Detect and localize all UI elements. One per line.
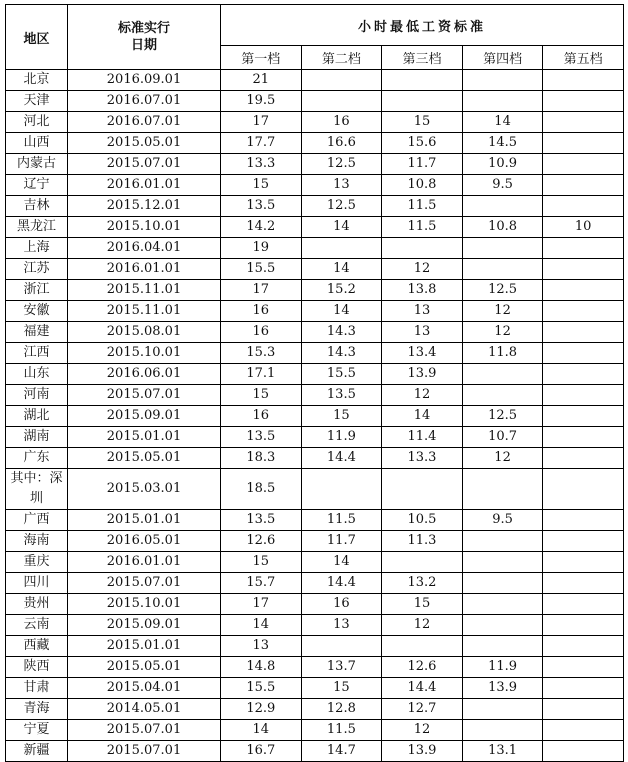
tier5-cell (543, 615, 624, 636)
tier2-cell: 13.5 (301, 385, 382, 406)
tier5-cell (543, 427, 624, 448)
table-row (6, 133, 624, 154)
tier1-cell: 15 (221, 552, 302, 573)
tier2-cell: 14.7 (301, 741, 382, 762)
tier3-cell: 14 (382, 406, 463, 427)
table-row (6, 154, 624, 175)
tier3-cell: 13.8 (382, 280, 463, 301)
table-row (6, 238, 624, 259)
tier1-cell: 15.5 (221, 259, 302, 280)
header-tier-2: 第二档 (301, 46, 382, 70)
tier4-cell: 13.1 (462, 741, 543, 762)
tier5-cell (543, 657, 624, 678)
tier5-cell (543, 531, 624, 552)
date-cell: 2015.11.01 (68, 301, 221, 322)
table-row (6, 699, 624, 720)
tier2-cell: 13 (301, 615, 382, 636)
date-cell: 2015.11.01 (68, 280, 221, 301)
tier3-cell (382, 70, 463, 91)
date-cell: 2016.04.01 (68, 238, 221, 259)
region-cell: 宁夏 (6, 720, 68, 741)
tier3-cell: 12 (382, 259, 463, 280)
table-row (6, 741, 624, 762)
date-cell: 2015.08.01 (68, 322, 221, 343)
date-cell: 2014.05.01 (68, 699, 221, 720)
tier3-cell (382, 552, 463, 573)
header-tier-5: 第五档 (543, 46, 624, 70)
tier1-cell: 17.7 (221, 133, 302, 154)
date-cell: 2016.06.01 (68, 364, 221, 385)
tier1-cell: 15 (221, 385, 302, 406)
table-row (6, 196, 624, 217)
tier2-cell: 11.5 (301, 510, 382, 531)
tier5-cell (543, 573, 624, 594)
table-row (6, 217, 624, 238)
tier2-cell: 11.7 (301, 531, 382, 552)
table-row (6, 531, 624, 552)
tier1-cell: 17.1 (221, 364, 302, 385)
tier4-cell (462, 615, 543, 636)
tier4-cell (462, 364, 543, 385)
tier3-cell: 10.8 (382, 175, 463, 196)
tier2-cell: 11.5 (301, 720, 382, 741)
tier4-cell (462, 238, 543, 259)
tier2-cell: 16.6 (301, 133, 382, 154)
tier1-cell: 14.2 (221, 217, 302, 238)
tier2-cell: 12.5 (301, 154, 382, 175)
tier2-cell: 11.9 (301, 427, 382, 448)
tier4-cell (462, 259, 543, 280)
tier1-cell: 19 (221, 238, 302, 259)
tier4-cell: 12 (462, 301, 543, 322)
header-title: 小时最低工资标准 (221, 5, 624, 46)
region-cell: 河北 (6, 112, 68, 133)
tier2-cell: 14.4 (301, 573, 382, 594)
tier4-cell: 10.7 (462, 427, 543, 448)
tier5-cell: 10 (543, 217, 624, 238)
tier5-cell (543, 636, 624, 657)
tier1-cell: 14 (221, 720, 302, 741)
region-cell: 吉林 (6, 196, 68, 217)
table-row (6, 657, 624, 678)
tier4-cell: 11.8 (462, 343, 543, 364)
region-cell: 西藏 (6, 636, 68, 657)
tier5-cell (543, 469, 624, 510)
tier4-cell: 14.5 (462, 133, 543, 154)
tier4-cell (462, 91, 543, 112)
tier4-cell: 13.9 (462, 678, 543, 699)
table-row (6, 615, 624, 636)
table-row (6, 427, 624, 448)
table-row (6, 448, 624, 469)
tier5-cell (543, 699, 624, 720)
tier1-cell: 19.5 (221, 91, 302, 112)
tier3-cell: 13.3 (382, 448, 463, 469)
tier4-cell: 10.8 (462, 217, 543, 238)
tier5-cell (543, 322, 624, 343)
tier1-cell: 13.5 (221, 427, 302, 448)
tier2-cell: 16 (301, 112, 382, 133)
region-cell: 湖北 (6, 406, 68, 427)
tier1-cell: 13 (221, 636, 302, 657)
tier3-cell: 12 (382, 720, 463, 741)
date-cell: 2016.01.01 (68, 259, 221, 280)
date-cell: 2015.07.01 (68, 720, 221, 741)
tier3-cell: 12.6 (382, 657, 463, 678)
tier4-cell (462, 636, 543, 657)
table-row (6, 573, 624, 594)
tier1-cell: 16 (221, 322, 302, 343)
region-cell: 新疆 (6, 741, 68, 762)
region-cell: 广东 (6, 448, 68, 469)
tier5-cell (543, 552, 624, 573)
tier2-cell: 15 (301, 406, 382, 427)
tier5-cell (543, 385, 624, 406)
tier2-cell: 14.3 (301, 343, 382, 364)
table-body (6, 70, 624, 762)
tier2-cell: 13 (301, 175, 382, 196)
tier5-cell (543, 510, 624, 531)
tier4-cell: 12.5 (462, 406, 543, 427)
tier5-cell (543, 301, 624, 322)
tier1-cell: 13.5 (221, 196, 302, 217)
tier4-cell: 12 (462, 322, 543, 343)
region-cell: 重庆 (6, 552, 68, 573)
tier3-cell: 11.4 (382, 427, 463, 448)
tier1-cell: 16.7 (221, 741, 302, 762)
date-cell: 2015.07.01 (68, 154, 221, 175)
tier5-cell (543, 259, 624, 280)
tier2-cell (301, 469, 382, 510)
tier5-cell (543, 70, 624, 91)
tier4-cell (462, 385, 543, 406)
tier4-cell (462, 594, 543, 615)
table-row (6, 469, 624, 510)
date-cell: 2015.07.01 (68, 573, 221, 594)
tier4-cell (462, 720, 543, 741)
tier5-cell (543, 196, 624, 217)
tier3-cell: 12 (382, 385, 463, 406)
header-region: 地区 (6, 5, 68, 70)
header-effective-date (68, 5, 221, 70)
date-cell: 2015.09.01 (68, 615, 221, 636)
tier5-cell (543, 238, 624, 259)
table-row (6, 175, 624, 196)
tier4-cell: 14 (462, 112, 543, 133)
tier1-cell: 13.3 (221, 154, 302, 175)
date-cell: 2015.03.01 (68, 469, 221, 510)
tier4-cell: 9.5 (462, 510, 543, 531)
tier1-cell: 16 (221, 406, 302, 427)
region-cell: 湖南 (6, 427, 68, 448)
region-cell: 河南 (6, 385, 68, 406)
tier1-cell: 14.8 (221, 657, 302, 678)
tier3-cell: 11.7 (382, 154, 463, 175)
min-wage-table (5, 4, 624, 762)
date-cell: 2015.05.01 (68, 448, 221, 469)
tier3-cell (382, 91, 463, 112)
region-cell: 上海 (6, 238, 68, 259)
tier1-cell: 16 (221, 301, 302, 322)
tier5-cell (543, 594, 624, 615)
date-cell: 2015.01.01 (68, 510, 221, 531)
tier2-cell (301, 70, 382, 91)
region-cell: 福建 (6, 322, 68, 343)
date-cell: 2015.05.01 (68, 133, 221, 154)
tier4-cell (462, 70, 543, 91)
tier1-cell: 21 (221, 70, 302, 91)
table-row (6, 594, 624, 615)
tier2-cell (301, 636, 382, 657)
table-row (6, 322, 624, 343)
tier3-cell: 15.6 (382, 133, 463, 154)
header-date-line1: 标准实行 (117, 21, 170, 36)
tier3-cell: 12.7 (382, 699, 463, 720)
table-row (6, 301, 624, 322)
tier5-cell (543, 112, 624, 133)
region-cell: 贵州 (6, 594, 68, 615)
tier5-cell (543, 280, 624, 301)
tier2-cell (301, 238, 382, 259)
tier4-cell (462, 573, 543, 594)
tier2-cell: 15 (301, 678, 382, 699)
tier3-cell: 13 (382, 301, 463, 322)
tier2-cell: 15.5 (301, 364, 382, 385)
tier1-cell: 17 (221, 112, 302, 133)
region-cell: 江苏 (6, 259, 68, 280)
tier3-cell: 11.3 (382, 531, 463, 552)
tier1-cell: 18.3 (221, 448, 302, 469)
tier2-cell: 12.8 (301, 699, 382, 720)
table-row (6, 678, 624, 699)
tier2-cell: 14 (301, 217, 382, 238)
table-row (6, 280, 624, 301)
tier2-cell: 14 (301, 301, 382, 322)
region-cell: 北京 (6, 70, 68, 91)
date-cell: 2015.07.01 (68, 741, 221, 762)
tier5-cell (543, 133, 624, 154)
table-row (6, 70, 624, 91)
table-row (6, 259, 624, 280)
tier3-cell: 13.9 (382, 741, 463, 762)
table-row (6, 112, 624, 133)
tier2-cell: 14.4 (301, 448, 382, 469)
tier4-cell: 12 (462, 448, 543, 469)
table-row (6, 510, 624, 531)
tier1-cell: 12.6 (221, 531, 302, 552)
date-cell: 2016.07.01 (68, 112, 221, 133)
tier5-cell (543, 406, 624, 427)
date-cell: 2015.12.01 (68, 196, 221, 217)
tier5-cell (543, 175, 624, 196)
header-tier-4: 第四档 (462, 46, 543, 70)
date-cell: 2015.10.01 (68, 217, 221, 238)
tier3-cell: 11.5 (382, 217, 463, 238)
tier3-cell (382, 469, 463, 510)
date-cell: 2016.09.01 (68, 70, 221, 91)
tier4-cell (462, 469, 543, 510)
tier3-cell: 13.2 (382, 573, 463, 594)
tier3-cell (382, 238, 463, 259)
table-row (6, 406, 624, 427)
tier2-cell: 14 (301, 552, 382, 573)
table-row (6, 91, 624, 112)
region-cell: 黑龙江 (6, 217, 68, 238)
tier1-cell: 15.7 (221, 573, 302, 594)
date-cell: 2015.10.01 (68, 343, 221, 364)
tier2-cell: 16 (301, 594, 382, 615)
region-cell: 山东 (6, 364, 68, 385)
header-tier-3: 第三档 (382, 46, 463, 70)
tier2-cell: 13.7 (301, 657, 382, 678)
header-tier-1: 第一档 (221, 46, 302, 70)
tier5-cell (543, 154, 624, 175)
region-cell: 青海 (6, 699, 68, 720)
tier2-cell (301, 91, 382, 112)
tier4-cell (462, 531, 543, 552)
tier2-cell: 12.5 (301, 196, 382, 217)
region-cell: 浙江 (6, 280, 68, 301)
tier3-cell: 14.4 (382, 678, 463, 699)
table-row (6, 364, 624, 385)
date-cell: 2015.04.01 (68, 678, 221, 699)
table-row (6, 552, 624, 573)
tier3-cell: 13 (382, 322, 463, 343)
region-cell: 江西 (6, 343, 68, 364)
date-cell: 2016.07.01 (68, 91, 221, 112)
region-cell: 山西 (6, 133, 68, 154)
tier2-cell: 14 (301, 259, 382, 280)
region-cell: 甘肃 (6, 678, 68, 699)
tier1-cell: 18.5 (221, 469, 302, 510)
tier1-cell: 17 (221, 594, 302, 615)
tier4-cell: 11.9 (462, 657, 543, 678)
region-cell: 天津 (6, 91, 68, 112)
table-row (6, 385, 624, 406)
region-cell: 陕西 (6, 657, 68, 678)
date-cell: 2016.01.01 (68, 552, 221, 573)
tier3-cell: 13.4 (382, 343, 463, 364)
region-cell: 海南 (6, 531, 68, 552)
tier4-cell: 10.9 (462, 154, 543, 175)
tier4-cell (462, 552, 543, 573)
tier3-cell: 15 (382, 112, 463, 133)
table-row (6, 720, 624, 741)
tier5-cell (543, 720, 624, 741)
tier3-cell: 12 (382, 615, 463, 636)
date-cell: 2015.01.01 (68, 636, 221, 657)
tier3-cell: 13.9 (382, 364, 463, 385)
date-cell: 2015.05.01 (68, 657, 221, 678)
region-cell: 广西 (6, 510, 68, 531)
date-cell: 2015.01.01 (68, 427, 221, 448)
tier4-cell: 9.5 (462, 175, 543, 196)
region-cell: 云南 (6, 615, 68, 636)
tier4-cell (462, 699, 543, 720)
tier1-cell: 12.9 (221, 699, 302, 720)
tier3-cell (382, 636, 463, 657)
region-cell: 安徽 (6, 301, 68, 322)
date-cell: 2016.05.01 (68, 531, 221, 552)
tier5-cell (543, 91, 624, 112)
header-date-line2: 日期 (130, 38, 157, 53)
tier5-cell (543, 448, 624, 469)
date-cell: 2016.01.01 (68, 175, 221, 196)
region-cell: 四川 (6, 573, 68, 594)
tier5-cell (543, 343, 624, 364)
tier1-cell: 17 (221, 280, 302, 301)
tier1-cell: 15 (221, 175, 302, 196)
tier2-cell: 14.3 (301, 322, 382, 343)
date-cell: 2015.09.01 (68, 406, 221, 427)
date-cell: 2015.10.01 (68, 594, 221, 615)
table-row (6, 343, 624, 364)
table-row (6, 636, 624, 657)
tier3-cell: 15 (382, 594, 463, 615)
tier1-cell: 15.3 (221, 343, 302, 364)
tier3-cell: 11.5 (382, 196, 463, 217)
region-cell: 辽宁 (6, 175, 68, 196)
tier5-cell (543, 678, 624, 699)
region-cell: 其中：深圳 (6, 469, 68, 510)
region-cell: 内蒙古 (6, 154, 68, 175)
tier5-cell (543, 364, 624, 385)
tier3-cell: 10.5 (382, 510, 463, 531)
tier1-cell: 13.5 (221, 510, 302, 531)
tier1-cell: 14 (221, 615, 302, 636)
tier5-cell (543, 741, 624, 762)
tier1-cell: 15.5 (221, 678, 302, 699)
tier4-cell (462, 196, 543, 217)
tier4-cell: 12.5 (462, 280, 543, 301)
tier2-cell: 15.2 (301, 280, 382, 301)
date-cell: 2015.07.01 (68, 385, 221, 406)
